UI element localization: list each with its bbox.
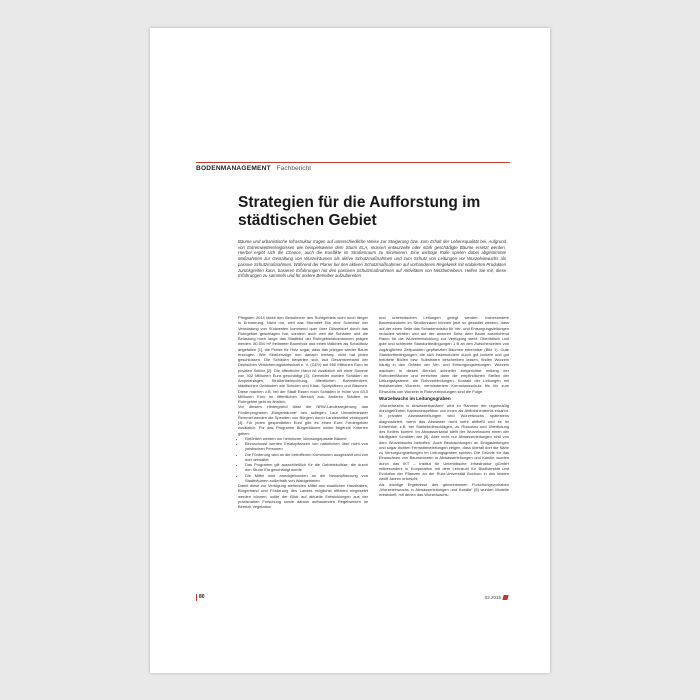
publisher-mark-icon xyxy=(502,595,508,600)
issue-label: 02.2015 xyxy=(484,595,501,600)
text-column-left xyxy=(238,315,368,509)
list-item: • Die Mittel sind zweckgebunden an die Neuanpflanzung von Stadtbäumen außerhalb von Waldgebieten xyxy=(245,473,368,484)
article-title: Strategien für die Aufforstung im städtischen Gebiet xyxy=(238,194,481,229)
body-paragraph: Als wichtige Ergebnisse des gemeinsamen Forschungsvorhaben „Wurzeleinwuchs in Abwasserleitungen und Kanäle“ [6] wurden Modelle entwickelt, mit denen das Wurzelwachs- xyxy=(379,481,509,497)
text-column-right xyxy=(379,315,509,497)
document-page xyxy=(150,28,550,673)
body-paragraph: „Wurzelwuchs in Abwasserkanälen“ wird im Rahmen der regelmäßig durchgeführten Kamerainspektion von innen als Abflusshindernis erkannt. In privaten Abwasserleitungen wird Wurzelwuchs spätestens diagnostiziert, wenn das Abwasser nicht mehr abfließt und es im Extremfall, z.B. bei Starkniederschlägen, zu Rückstau und Überflutung des Kellers kommt. Im Abwasserkanal stellt der Wurzelwuchs einen der häufigsten Schäden dar [5]. Aber nicht nur Abwasserleitungen sind von dem Wurzelwuchs betroffen. Auch Beobachtungen an Erdgasleitungen und sogar dichten Fernwärmeleitungen zeigen, dass überall dort die Nähe zu Versorgungsleitungen im Leitungsgraben suchen. Die Gründe für das Einwachsen von Baumwurzeln in Abwasserleitungen und Kanäle wurden durch das IKT – Institut für Unterirdische Infrastruktur gGmbH mitbesonders in Kooperation mit dem Lehrstuhl für Biodiversität und Evolution der Pflanzen an der Ruhr-Universität Bochum in den letzten zwölf Jahren erforscht. xyxy=(379,402,509,482)
page-number: 80 xyxy=(196,594,205,601)
body-paragraph: und unterirdischen Leitungen gelegt werden. Insbesondere Baumstandorte im Straßenraum können jetzt so gestaltet werden, dass auf der einen Seite das Schadensrisiko für Ver- und Entsorgungsleitungen reduziert werden und auf der anderen Seite dem Baum ausreichend Raum für die Wurzelentwicklung zur Verfügung steht. Oberirdisch und gute und schlechte Standortbedingungen 1 B an den Zwischenzeiten von zugänglichen Zeitpunkten gepflanzten Bäumen erkennbar (Bild 1). Gute Standortbedingungen, die sich insbesondere durch gut lockere und gut belüftete Böden bzw. Substraten beschreiben lassen, finden Wurzeln häufig in den Gräben der Ver- und Entsorgungsleitungen. Wurzeln wachsen in diesen Bereich schneller zielgerichtet entlang der Rohroberflächen und erreichen dann die empfindlichen Stellen der Leitungssysteme, die Rohrverbindungen. Kontakt der Leitungen mit festsitzenden Wurzeln, vermindertem Korrosionsschutz bis hin zum Einwuchs von Wurzeln in Rohrverbindungen sind die Folge. xyxy=(379,315,509,394)
body-paragraph: Vor diesem Hintergrund lässt die NRW-Landesregierung das Förderprogramm „Bürgerbäume“ neu auflegen. Laut Umweltminister Remmel werden die Spenden von Bürgern durch Landesmittel verdoppelt [4]. Für jeden gespendeten Euro gibt es einen Euro Fördergelder zusätzlich. Für das Programm Bürgerbäume sollen folgende Kriterien gelten: xyxy=(238,404,368,436)
criteria-list xyxy=(238,436,368,483)
body-paragraph: Pfingsten 2014 bleibt den Bewohnern des Ruhrgebiets wohl noch länger in Erinnerung. Nicht nur, weil das Sturmtief Ela eine Schneise der Verwüstung von Südwesten kommend quer über Düsseldorf durch das Ruhrgebiet geschlagen hat, sondern auch weil die Schäden und die Belastung noch lange das Stadtbild der Ruhrgebietskommunen prägen werden. 80.000 m³ freilmeter Baumholz und einen tätlichen als Schadholz angefallen [1], die Preise für Holz sogar, dass das jetzigen wieder Baum erzeugen. Wie Straßenzüge nun danach hinweg, nicht hat jeden geschlossen. Die Schäden bewerten sich laut Gesamtverband der Deutschen Versicherungswirtschaft e. V. (GDV) auf 650 Millionen Euro im privaten Sektor [2]. Die öffentliche Hand ist zusätzlich mit einer Summe von 302 Millionen Euro geschädigt [3]. Gemeldet wurden Schäden an Ampelanlagen, Straßenbeleuchtung, öffentlichen Bahnstrecken, städtischen Gebäuden wie Schulen und Kitas, Spielplätzen und Bäumen. Diese machen z.B. bei der Stadt Essen noch Schäden in Höhe von 63,3 Millionen Euro im öffentlichen Bereich aus. Anderen Städten im Ruhrgebiet geht es ähnlich. xyxy=(238,315,368,404)
subheading: Wurzelwuchs im Leitungsgraben xyxy=(379,395,451,401)
subsection-label: Fachbericht xyxy=(276,165,312,172)
article-lead: Bäume und urbanistische Infrastruktur tragen auf unterschiedliche Weise zur Steigerung bzw. zum Erhalt der Lebensqualität bei. Aufgrund von Extremwetterereignissen wie beispielsweise dem Sturm ELA, müssen entwurzelte oder stark geschädigte Bäume ersetzt werden. Hierbei ergibt sich die Chance, auch die Konflikte im Straßenraum zu minimieren. Eine wichtige Rolle spielen dabei abgestimmte Maßnahmen zur Gestaltung von Wurzelräumen als aktive Schutzmaßnahmen und zum Schutz von Leitungen vor Wurzeleinwuchs als passive Schutzmaßnahmen. Während der Planer bei den aktiven Schutzmaßnahmen auf vorhandenes Regelwerk mit etablierten Produkten zurückgreifen kann, basieren Erfahrungen mit den passiven Schutzmaßnahmen auf Aktivitäten von Netzbetreibern. Helfen Sie mit, diese Erfahrungen zu sammeln und für andere Betreiber aufzubereiten. xyxy=(238,239,506,279)
issue-footer xyxy=(485,594,508,601)
list-item: • Die Förderung wird an die betroffenen Kommunen ausgezahlt und von dort verwaltet xyxy=(245,452,368,463)
body-paragraph: Damit diese zur Verfügung stehenden Mittel aus staatlichen Haushalten, Bürgerhand und Förderung des Landes möglichst effizient eingesetzt werden können, sollte der Blick auf aktuelle Entwicklungen aus der praxisnahen Forschung sowie daraus aufbauenden Regelwerken im Bereich Vegetation xyxy=(238,483,368,509)
section-header xyxy=(196,162,510,173)
section-label: BODENMANAGEMENT xyxy=(196,165,271,172)
list-item: • Gefördert werden nur heimische, klimaangepasste Bäume xyxy=(245,436,368,441)
list-item: • Bezuschusst werden Ersatzpflanzen von natürlichen über nicht von juristischen Personen xyxy=(245,441,368,452)
list-item: • Das Programm gilt ausschließlich für die Gebietskulisse, die durch den Sturm Ela geschädigt wurde xyxy=(245,462,368,473)
